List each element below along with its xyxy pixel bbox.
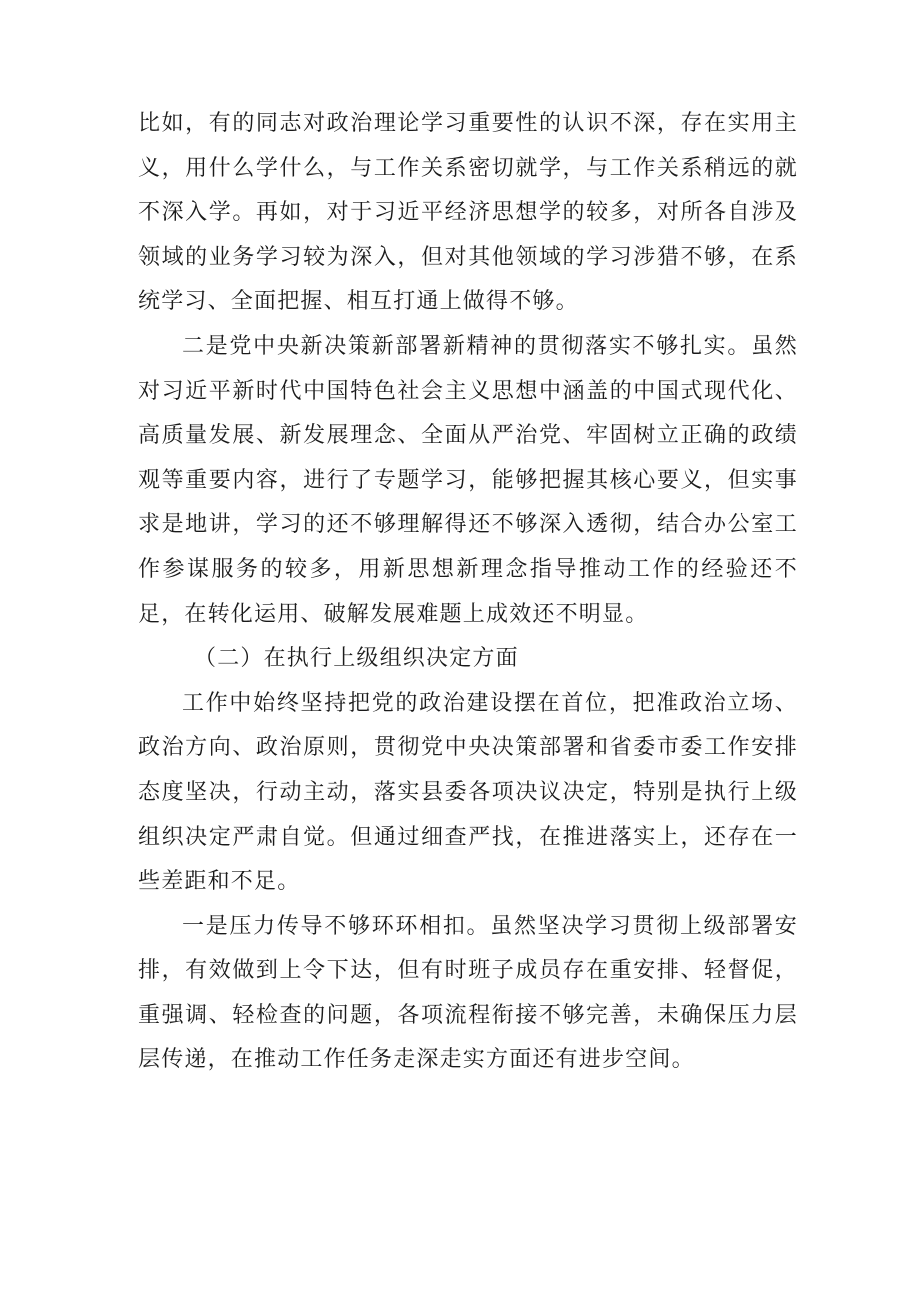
section-heading: （二）在执行上级组织决定方面: [194, 646, 519, 672]
paragraph-central-decisions: 二是党中央新决策新部署新精神的贯彻落实不够扎实。虽然对习近平新时代中国特色社会主义思想中涵盖的中国式现代化、高质量发展、新发展理念、全面从严治党、牢固树立正确的政绩观等重要内容，进行了专题学习，能够把握其核心要义，但实事求是地讲，学习的还不够理解得还不够深入透彻，结合办公室工作参谋服务的较多，用新思想新理念指导推动工作的经验还不足，在转化运用、破解发展难题上成效还不明显。: [138, 333, 798, 627]
paragraph-continuation: 比如，有的同志对政治理论学习重要性的认识不深，存在实用主义，用什么学什么，与工作关系密切就学，与工作关系稍远的就不深入学。再如，对于习近平经济思想学的较多，对所各自涉及领域的业务学习较为深入，但对其他领域的学习涉猎不够，在系统学习、全面把握、相互打通上做得不够。: [138, 111, 798, 315]
document-body: [138, 102, 798, 1083]
paragraph-political-building: 工作中始终坚持把党的政治建设摆在首位，把准政治立场、政治方向、政治原则，贯彻党中央决策部署和省委市委工作安排态度坚决，行动主动，落实县委各项决议决定，特别是执行上级组织决定严肃自觉。但通过细查严找，在推进落实上，还存在一些差距和不足。: [138, 690, 798, 895]
paragraph-pressure-transmission: 一是压力传导不够环环相扣。虽然坚决学习贯彻上级部署安排，有效做到上令下达，但有时班子成员存在重安排、轻督促，重强调、轻检查的问题，各项流程衔接不够完善，未确保压力层层传递，在推动工作任务走深走实方面还有进步空间。: [138, 913, 798, 1073]
